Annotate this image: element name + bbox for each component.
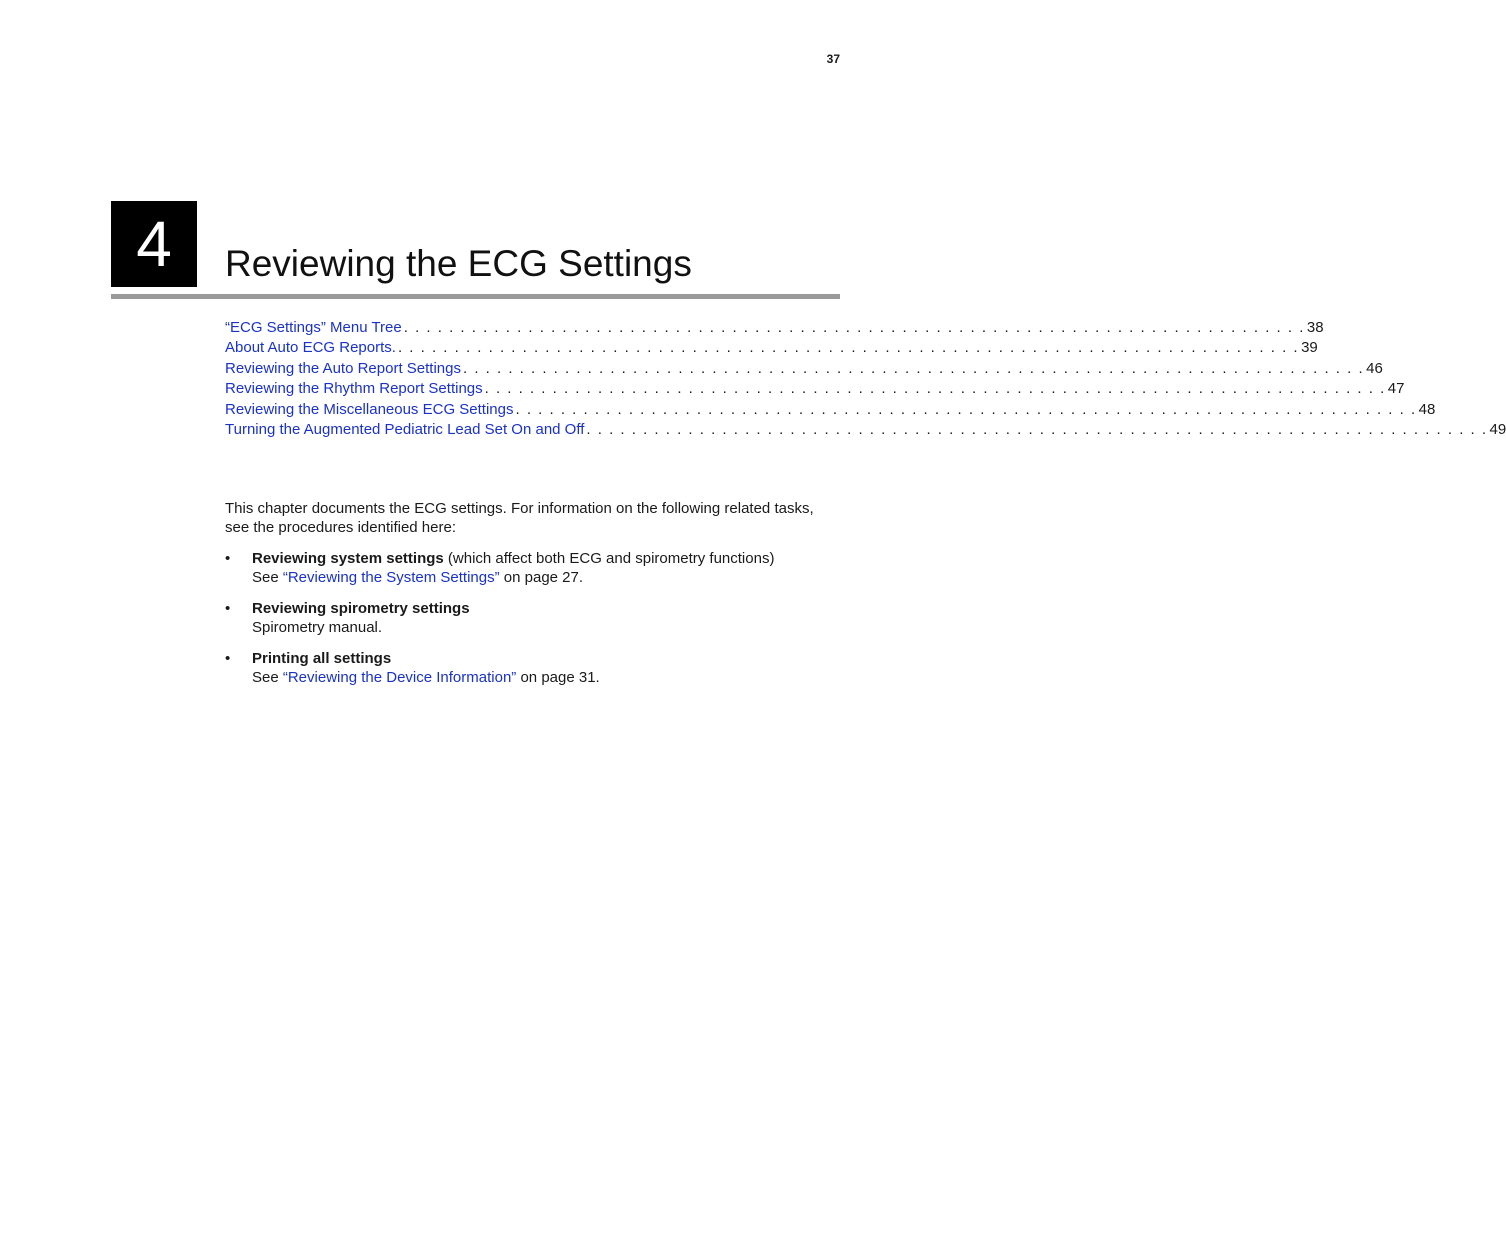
- page-number: 37: [826, 52, 840, 66]
- toc-link-pediatric-lead-set[interactable]: Turning the Augmented Pediatric Lead Set On and Off: [225, 420, 585, 438]
- toc-leader: . . . . . . . . . . . . . . . . . . . . . . . . . . . . . . . . . . . . . . . . . . . . . . . . . . . . . . . . . . . . . . . . . . . . . . . . . . . . . . . .: [462, 359, 1365, 377]
- bullet-icon: •: [225, 550, 231, 567]
- list-item: [225, 649, 841, 687]
- toc-entry: [225, 400, 1436, 420]
- toc-leader: . . . . . . . . . . . . . . . . . . . . . . . . . . . . . . . . . . . . . . . . . . . . . . . . . . . . . . . . . . . . . . . . . . . . . . . . . . . . . . . .: [397, 339, 1300, 357]
- intro-paragraph: This chapter documents the ECG settings. For information on the following related tasks, see the procedures identified here:: [225, 500, 814, 536]
- toc-link-auto-ecg-reports[interactable]: About Auto ECG Reports.: [225, 339, 396, 357]
- see-suffix: on page 27.: [499, 569, 584, 586]
- table-of-contents: [225, 318, 1506, 440]
- toc-page-number: 39: [1301, 339, 1318, 357]
- task-title: Printing all settings: [252, 650, 392, 667]
- toc-link-menu-tree[interactable]: “ECG Settings” Menu Tree: [225, 319, 402, 336]
- toc-leader: . . . . . . . . . . . . . . . . . . . . . . . . . . . . . . . . . . . . . . . . . . . . . . . . . . . . . . . . . . . . . . . . . . . . . . . . . . . . . . . .: [403, 319, 1305, 336]
- toc-entry: [225, 338, 1318, 358]
- toc-page-number: 49: [1489, 420, 1506, 438]
- xref-link-system-settings[interactable]: “Reviewing the System Settings”: [282, 569, 500, 586]
- toc-leader: . . . . . . . . . . . . . . . . . . . . . . . . . . . . . . . . . . . . . . . . . . . . . . . . . . . . . . . . . . . . . . . . . . . . . . . . . . . . . . . .: [484, 380, 1386, 398]
- see-prefix: See: [252, 569, 283, 586]
- list-item: [225, 599, 841, 637]
- xref-link-device-information[interactable]: “Reviewing the Device Information”: [282, 669, 517, 686]
- toc-page-number: 46: [1366, 359, 1383, 377]
- toc-link-rhythm-report-settings[interactable]: Reviewing the Rhythm Report Settings: [225, 380, 483, 398]
- toc-entry: [225, 379, 1405, 399]
- task-title: Reviewing system settings: [252, 550, 444, 567]
- toc-link-misc-ecg-settings[interactable]: Reviewing the Miscellaneous ECG Settings: [225, 400, 514, 418]
- toc-page-number: 47: [1387, 380, 1405, 398]
- bullet-icon: •: [225, 650, 231, 667]
- toc-page-number: 48: [1418, 400, 1436, 418]
- bullet-icon: •: [225, 600, 231, 617]
- chapter-number-box: 4: [111, 201, 197, 287]
- toc-entry: [225, 318, 1324, 338]
- see-suffix: on page 31.: [516, 669, 600, 686]
- see-prefix: See: [252, 669, 283, 686]
- task-note: (which affect both ECG and spirometry functions): [443, 550, 775, 567]
- toc-page-number: 38: [1306, 319, 1324, 336]
- title-rule: [111, 294, 840, 299]
- toc-leader: . . . . . . . . . . . . . . . . . . . . . . . . . . . . . . . . . . . . . . . . . . . . . . . . . . . . . . . . . . . . . . . . . . . . . . . . . . . . . . . .: [586, 420, 1488, 438]
- toc-entry: [225, 420, 1506, 440]
- toc-link-auto-report-settings[interactable]: Reviewing the Auto Report Settings: [225, 359, 461, 377]
- task-reference: Spirometry manual.: [252, 619, 383, 636]
- related-tasks-list: [225, 549, 841, 699]
- toc-entry: [225, 359, 1383, 379]
- list-item: [225, 549, 841, 587]
- chapter-title: Reviewing the ECG Settings: [225, 243, 692, 284]
- task-title: Reviewing spirometry settings: [252, 600, 470, 617]
- toc-leader: . . . . . . . . . . . . . . . . . . . . . . . . . . . . . . . . . . . . . . . . . . . . . . . . . . . . . . . . . . . . . . . . . . . . . . . . . . . . . . . .: [515, 400, 1417, 418]
